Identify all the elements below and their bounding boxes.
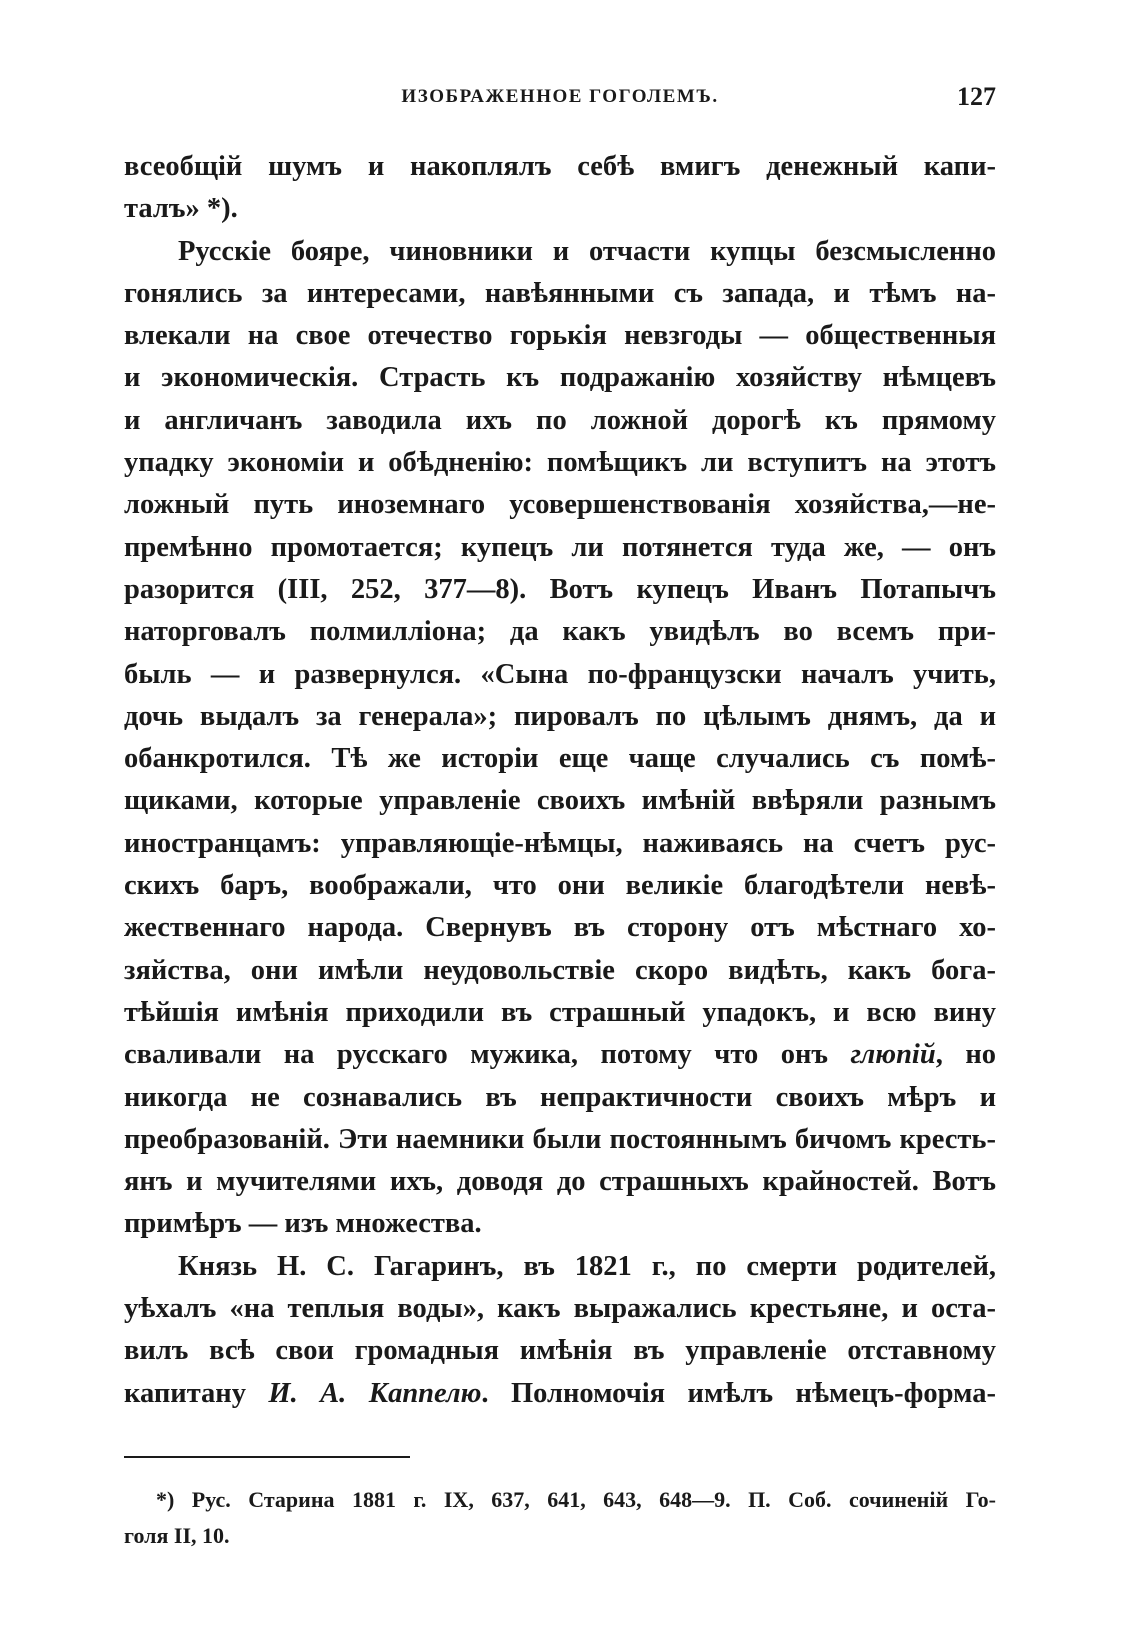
text-line: гонялись за интересами, навѣянными съ запада, и тѣмъ на- — [124, 277, 996, 309]
text-segment: , но — [935, 1039, 996, 1071]
text-line: скихъ баръ, воображали, что они великіе благодѣтели невѣ- — [124, 870, 996, 902]
text-line: примѣръ — изъ множества. — [124, 1208, 482, 1240]
text-line — [124, 1034, 996, 1076]
text-line: упадку экономіи и обѣдненію: помѣщикъ ли вступитъ на этотъ — [124, 447, 996, 479]
text-line: Князь Н. С. Гагаринъ, въ 1821 г., по смерти родителей, — [178, 1250, 996, 1282]
text-line: и экономическія. Страсть къ подражанію хозяйству нѣмцевъ — [124, 362, 996, 394]
text-line: обанкротился. Тѣ же исторіи еще чаще случались съ помѣ- — [124, 743, 996, 775]
paragraph-3 — [124, 1246, 996, 1415]
text-line: всеобщій шумъ и накоплялъ себѣ вмигъ денежный капи- — [124, 151, 996, 182]
text-line — [124, 1373, 996, 1415]
text-line: щиками, которые управленіе своихъ имѣній ввѣряли разнымъ — [124, 785, 996, 817]
text-line: премѣнно промотается; купецъ ли потянется туда же, — онъ — [124, 531, 996, 563]
text-line: никогда не сознавались въ непрактичности своихъ мѣръ и — [124, 1081, 996, 1113]
text-line: влекали на свое отечество горькія невзгоды — общественныя — [124, 320, 996, 352]
footnote-line: *) Рус. Старина 1881 г. IX, 637, 641, 643, 648—9. П. Соб. сочиненій Го- — [156, 1487, 996, 1512]
text-line: уѣхалъ «на теплыя воды», какъ выражались крестьяне, и оста- — [124, 1293, 996, 1325]
text-line: наторговалъ полмилліона; да какъ увидѣлъ во всемъ при- — [124, 616, 996, 648]
text-line: янъ и мучителями ихъ, доводя до страшныхъ крайностей. Вотъ — [124, 1166, 996, 1198]
text-line: иностранцамъ: управляющіе-нѣмцы, наживаясь на счетъ рус- — [124, 827, 996, 859]
text-line: жественнаго народа. Свернувъ въ сторону отъ мѣстнаго хо- — [124, 912, 996, 944]
body-text — [124, 146, 996, 1415]
text-line: вилъ всѣ свои громадныя имѣнія въ управленіе отставному — [124, 1335, 996, 1367]
text-line: разорится (III, 252, 377—8). Вотъ купецъ Иванъ Потапычъ — [124, 573, 996, 605]
italic-word: глюпій — [850, 1039, 936, 1071]
footnote-divider — [124, 1456, 410, 1458]
text-line: преобразованій. Эти наемники были постояннымъ бичомъ кресть- — [124, 1123, 996, 1155]
running-head — [124, 82, 996, 122]
italic-name: И. А. Каппелю — [268, 1377, 482, 1409]
text-line: и англичанъ заводила ихъ по ложной дорогѣ къ прямому — [124, 404, 996, 436]
running-title: ИЗОБРАЖЕННОЕ ГОГОЛЕМЪ. — [401, 86, 719, 107]
footnote — [124, 1482, 996, 1554]
text-line: быль — и развернулся. «Сына по-французски началъ учить, — [124, 658, 996, 690]
text-segment: капитану — [124, 1377, 269, 1409]
text-line: талъ» *). — [124, 193, 238, 225]
text-line: тѣйшія имѣнія приходили въ страшный упадокъ, и всю вину — [124, 996, 996, 1028]
paragraph-1 — [124, 146, 996, 231]
text-segment: сваливали на русскаго мужика, потому что онъ — [124, 1039, 851, 1071]
text-line: зяйства, они имѣли неудовольствіе скоро видѣть, какъ бога- — [124, 954, 996, 986]
text-line: ложный путь иноземнаго усовершенствованія хозяйства,—не- — [124, 489, 996, 521]
text-segment: . Полномочія имѣлъ нѣмецъ-форма- — [481, 1377, 996, 1409]
text-line: дочь выдалъ за генерала»; пировалъ по цѣлымъ днямъ, да и — [124, 700, 996, 732]
page-number: 127 — [957, 82, 996, 111]
footnote-line: голя II, 10. — [124, 1523, 230, 1548]
text-line: Русскіе бояре, чиновники и отчасти купцы безсмысленно — [178, 235, 996, 267]
paragraph-2 — [124, 231, 996, 1246]
